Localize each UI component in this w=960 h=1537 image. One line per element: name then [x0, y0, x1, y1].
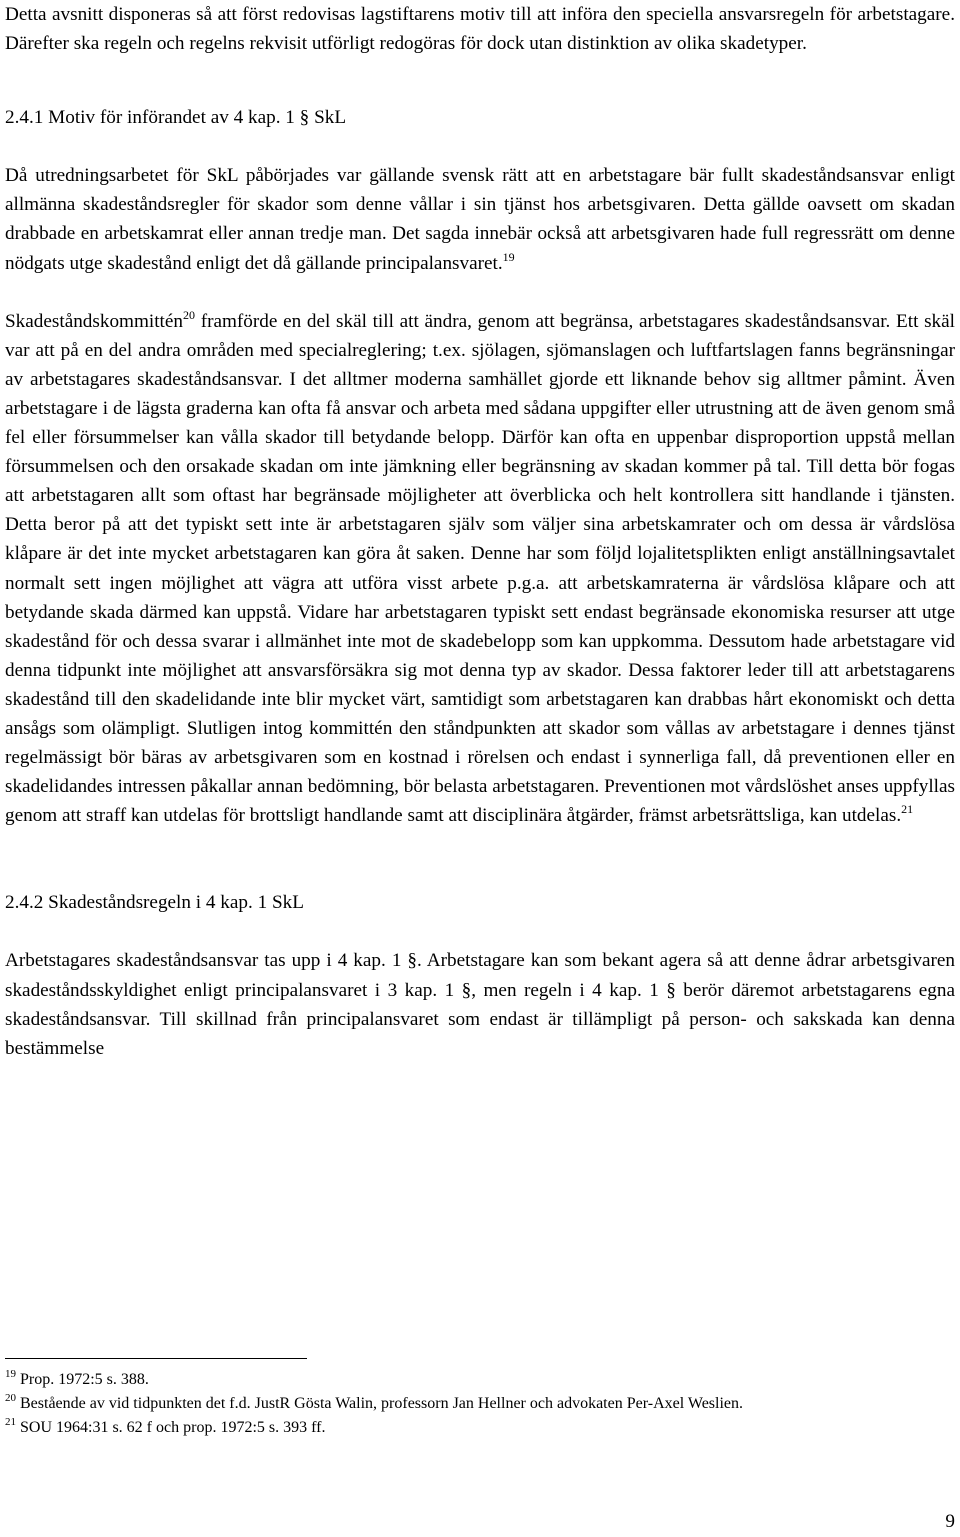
footnote-19 [5, 1368, 955, 1392]
page-number: 9 [945, 1511, 955, 1532]
footnote-text: SOU 1964:31 s. 62 f och prop. 1972:5 s. 393 ff. [16, 1419, 326, 1437]
body-paragraph-3: Arbetstagares skadeståndsansvar tas upp i 4 kap. 1 §. Arbetstagare kan som bekant agera så att denne ådrar arbetsgivaren skadeståndsskyldighet enligt principalansvaret i 3 kap. 1 §, men regeln i 4 kap. 1 § berör däremot arbetstagarens egna skadeståndsansvar. Till skillnad från principalansvaret som endast är tillämpligt på person- och sakskada kan denna bestämmelse [5, 950, 955, 1059]
footnote-number: 21 [5, 1416, 16, 1429]
body-paragraph-2 [5, 307, 955, 831]
footnote-separator [5, 1358, 307, 1359]
section-heading-2-4-1: 2.4.1 Motiv för införandet av 4 kap. 1 § SkL [5, 107, 347, 129]
footnote-ref-21[interactable]: 21 [901, 802, 914, 817]
footnote-text: Prop. 1972:5 s. 388. [16, 1371, 149, 1388]
footnote-ref-20[interactable]: 20 [183, 307, 195, 322]
body-paragraph-2-lead: Skadeståndskommittén [5, 310, 183, 332]
footnote-20 [5, 1392, 955, 1416]
footnote-text: Bestående av vid tidpunkten det f.d. JustR Gösta Walin, professorn Jan Hellner och advokaten Per-Axel Weslien. [16, 1395, 744, 1413]
body-paragraph-2-text: framförde en del skäl till att ändra, genom att begränsa, arbetstagares skadeståndsansvar. Ett skäl var att på en del andra områden med specialreglering; t.ex. sjölagen, sjömanslagen och luftfartslagen fanns begränsningar av arbetstagares skadeståndsansvar. I det alltmer moderna samhället gjorde ett liknande behov sig alltmer påmint. Även arbetstagare i de lägsta graderna kan ofta få ansvar och arbeta med sådana uppgifter eller utrustning att de även genom små fel eller försummelser kan vålla skador till betydande belopp. Därför kan ofta en uppenbar disproportion uppstå mellan försummelsen och den orsakade skadan om inte jämkning eller begränsning av skadan kommer på tal. Till detta bör fogas att arbetstagaren allt som oftast har begränsade möjligheter att överblicka och helt kontrollera sitt handlande i tjänsten. Detta beror på att det typiskt sett inte är arbetstagaren själv som väljer sina arbetskamrater och om dessa är vårdslösa klåpare är det inte mycket arbetstagaren kan göra åt saken. Denne har som följd lojalitetsplikten enligt anställningsavtalet normalt sett ingen möjlighet att vägra att utföra visst arbete p.g.a. att arbetskamraterna är vårdslösa klåpare och att betydande skada därmed kan uppstå. Vidare har arbetstagaren typiskt sett endast begränsade ekonomiska resurser att utge skadestånd för och dessa svarar i allmänhet inte mot de skadebelopp som kan uppkomma. Dessutom hade arbetstagare vid denna tidpunkt inte möjlighet att ansvarsförsäkra sig mot denna typ av skador. Dessa faktorer leder till att arbetstagarens skadestånd till den skadelidande inte blir mycket värt, samtidigt som arbetstagaren kan drabbas hårt ekonomiskt och detta ansågs som olämpligt. Slutligen intog kommittén den ståndpunkten att skador som vållas av arbetstagare i dennes tjänst regelmässigt bör bäras av arbetsgivaren som en kostnad i rörelsen och endast i synnerliga fall, då preventionen eller en skadelidandes intressen påkallar annan bedömning, bör belasta arbetstagaren. Preventionen mot vårdslöshet anses uppfyllas genom att straff kan utdelas för brottsligt handlande samt att disciplinära åtgärder, främst arbetsrättsliga, kan utdelas. [5, 310, 955, 827]
body-paragraph-1 [5, 161, 955, 277]
footnote-21 [5, 1416, 955, 1440]
footnotes [5, 1368, 955, 1441]
body-paragraph-1-text: Då utredningsarbetet för SkL påbörjades var gällande svensk rätt att en arbetstagare bär fullt skadeståndsansvar enligt allmänna skadeståndsregler för skador som denne vållar i sin tjänst hos arbetsgivaren. Detta gällde oavsett om skadan drabbade en arbetskamrat eller annan tredje man. Det sagda innebär också att arbetsgivaren hade full regressrätt om denne nödgats utge skadestånd enligt det då gällande principalansvaret. [5, 165, 955, 274]
footnote-number: 20 [5, 1392, 16, 1405]
footnote-number: 19 [5, 1368, 16, 1380]
document-page [5, 0, 955, 1063]
section-heading-2-4-2: 2.4.2 Skadeståndsregeln i 4 kap. 1 SkL [5, 892, 304, 914]
footnote-ref-19[interactable]: 19 [502, 249, 515, 264]
intro-paragraph: Detta avsnitt disponeras så att först redovisas lagstiftarens motiv till att införa den speciella ansvarsregeln för arbetstagare. Därefter ska regeln och regelns rekvisit utförligt redogöras för dock utan distinktion av olika skadetyper. [5, 4, 955, 55]
